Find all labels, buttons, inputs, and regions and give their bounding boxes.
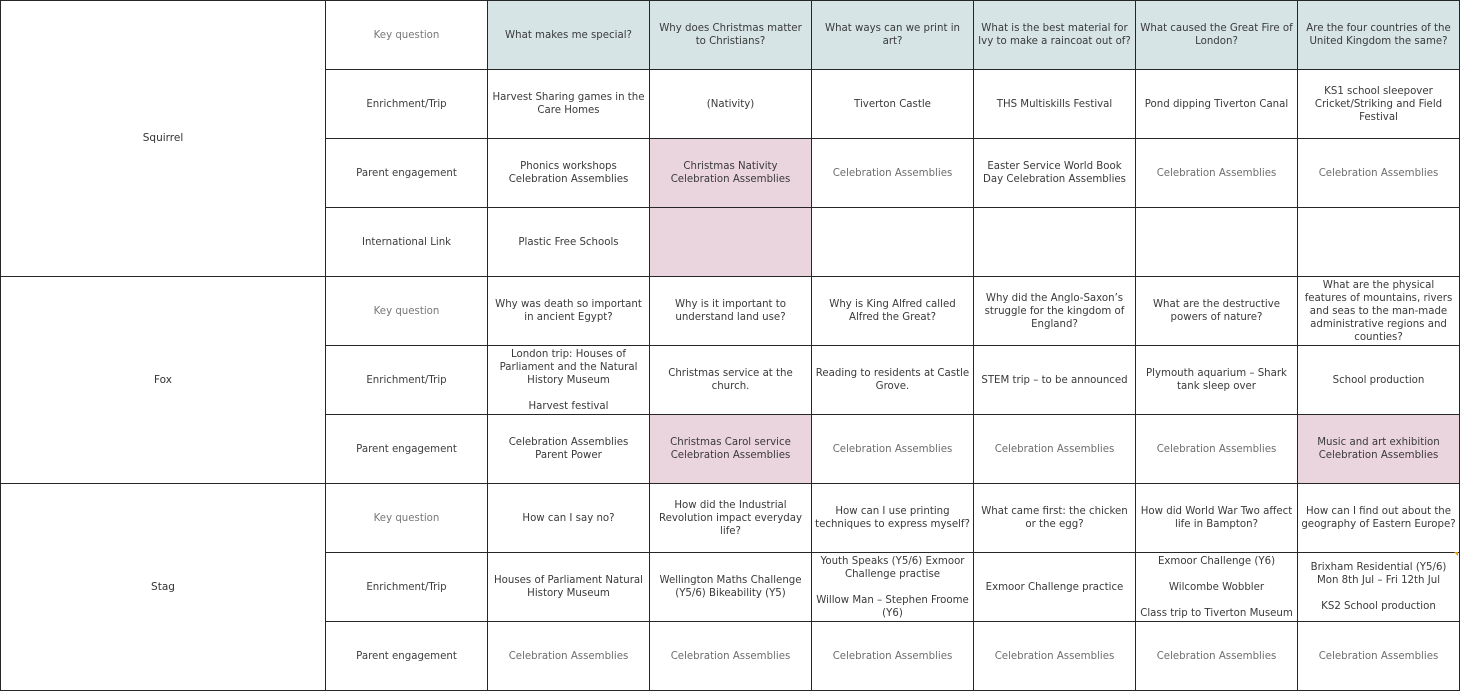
key-question-cell: What is the best material for Ivy to make a raincoat out of?	[974, 1, 1136, 70]
parent-engagement-cell: Celebration Assemblies	[974, 622, 1136, 691]
parent-engagement-cell: Celebration Assemblies	[1136, 622, 1298, 691]
international-link-cell	[974, 208, 1136, 277]
key-question-cell: Why did the Anglo-Saxon’s struggle for the kingdom of England?	[974, 277, 1136, 346]
parent-engagement-cell: Phonics workshops Celebration Assemblies	[488, 139, 650, 208]
row-label-key-question: Key question	[326, 484, 488, 553]
key-question-cell: Why is King Alfred called Alfred the Great?	[812, 277, 974, 346]
key-question-cell: How did World War Two affect life in Bampton?	[1136, 484, 1298, 553]
parent-engagement-cell: Celebration Assemblies	[1136, 415, 1298, 484]
key-question-cell: What are the destructive powers of nature?	[1136, 277, 1298, 346]
stag-key-question-row	[1, 484, 1460, 553]
enrichment-line: Class trip to Tiverton Museum	[1140, 607, 1293, 619]
parent-engagement-cell: Celebration Assemblies	[812, 139, 974, 208]
group-name-fox: Fox	[1, 277, 326, 484]
enrichment-line: Youth Speaks (Y5/6) Exmoor Challenge practise	[820, 555, 965, 580]
parent-engagement-cell: Celebration Assemblies	[974, 415, 1136, 484]
key-question-cell: How did the Industrial Revolution impact everyday life?	[650, 484, 812, 553]
row-label-key-question: Key question	[326, 1, 488, 70]
row-label-enrichment: Enrichment/Trip	[326, 346, 488, 415]
enrichment-cell: Tiverton Castle	[812, 70, 974, 139]
enrichment-line: Harvest festival	[528, 400, 609, 412]
enrichment-cell	[1298, 553, 1460, 622]
international-link-cell: Plastic Free Schools	[488, 208, 650, 277]
enrichment-cell: Harvest Sharing games in the Care Homes	[488, 70, 650, 139]
enrichment-line: Wilcombe Wobbler	[1168, 581, 1265, 593]
row-label-enrichment: Enrichment/Trip	[326, 70, 488, 139]
parent-engagement-cell: Celebration Assemblies	[1136, 139, 1298, 208]
row-label-parent-engagement: Parent engagement	[326, 139, 488, 208]
parent-engagement-cell: Celebration Assemblies	[650, 622, 812, 691]
enrichment-cell: Wellington Maths Challenge (Y5/6) Bikeability (Y5)	[650, 553, 812, 622]
key-question-cell: What came first: the chicken or the egg?	[974, 484, 1136, 553]
enrichment-cell: KS1 school sleepover Cricket/Striking and Field Festival	[1298, 70, 1460, 139]
enrichment-cell	[488, 346, 650, 415]
parent-engagement-cell: Music and art exhibition Celebration Assemblies	[1298, 415, 1460, 484]
enrichment-line: Exmoor Challenge (Y6)	[1157, 555, 1276, 567]
enrichment-line: Willow Man – Stephen Froome (Y6)	[816, 594, 969, 619]
enrichment-cell	[1136, 553, 1298, 622]
parent-engagement-cell: Christmas Nativity Celebration Assemblies	[650, 139, 812, 208]
enrichment-cell: Pond dipping Tiverton Canal	[1136, 70, 1298, 139]
key-question-cell: Why is it important to understand land use?	[650, 277, 812, 346]
key-question-cell: Why was death so important in ancient Egypt?	[488, 277, 650, 346]
key-question-cell: What ways can we print in art?	[812, 1, 974, 70]
enrichment-cell: School production	[1298, 346, 1460, 415]
enrichment-cell: (Nativity)	[650, 70, 812, 139]
enrichment-line: Brixham Residential (Y5/6) Mon 8th Jul – Fri 12th Jul	[1310, 562, 1447, 586]
key-question-cell: How can I use printing techniques to express myself?	[812, 484, 974, 553]
fox-key-question-row	[1, 277, 1460, 346]
parent-engagement-cell: Celebration Assemblies	[1298, 622, 1460, 691]
comment-marker-icon[interactable]	[1454, 552, 1458, 556]
group-name-stag: Stag	[1, 484, 326, 691]
enrichment-cell: Reading to residents at Castle Grove.	[812, 346, 974, 415]
parent-engagement-cell: Christmas Carol service Celebration Assemblies	[650, 415, 812, 484]
parent-engagement-cell: Celebration Assemblies Parent Power	[488, 415, 650, 484]
enrichment-cell: Christmas service at the church.	[650, 346, 812, 415]
row-label-key-question: Key question	[326, 277, 488, 346]
enrichment-cell: Exmoor Challenge practice	[974, 553, 1136, 622]
key-question-cell: Are the four countries of the United Kingdom the same?	[1298, 1, 1460, 70]
key-question-cell: What caused the Great Fire of London?	[1136, 1, 1298, 70]
enrichment-cell: Plymouth aquarium – Shark tank sleep over	[1136, 346, 1298, 415]
squirrel-key-question-row	[1, 1, 1460, 70]
key-question-cell: How can I find out about the geography of Eastern Europe?	[1298, 484, 1460, 553]
parent-engagement-cell: Easter Service World Book Day Celebration Assemblies	[974, 139, 1136, 208]
group-name-squirrel: Squirrel	[1, 1, 326, 277]
enrichment-line: KS2 School production	[1321, 601, 1436, 612]
enrichment-line: London trip: Houses of Parliament and the Natural History Museum	[499, 348, 638, 386]
key-question-cell: Why does Christmas matter to Christians?	[650, 1, 812, 70]
row-label-parent-engagement: Parent engagement	[326, 622, 488, 691]
international-link-cell	[812, 208, 974, 277]
row-label-enrichment: Enrichment/Trip	[326, 553, 488, 622]
enrichment-cell: Houses of Parliament Natural History Museum	[488, 553, 650, 622]
key-question-cell: What makes me special?	[488, 1, 650, 70]
enrichment-cell: THS Multiskills Festival	[974, 70, 1136, 139]
parent-engagement-cell: Celebration Assemblies	[488, 622, 650, 691]
international-link-cell	[1136, 208, 1298, 277]
enrichment-cell	[812, 553, 974, 622]
international-link-cell	[1298, 208, 1460, 277]
international-link-cell	[650, 208, 812, 277]
parent-engagement-cell: Celebration Assemblies	[812, 415, 974, 484]
row-label-international-link: International Link	[326, 208, 488, 277]
parent-engagement-cell: Celebration Assemblies	[812, 622, 974, 691]
row-label-parent-engagement: Parent engagement	[326, 415, 488, 484]
parent-engagement-cell: Celebration Assemblies	[1298, 139, 1460, 208]
key-question-cell: What are the physical features of mountains, rivers and seas to the man-made administrative regions and counties?	[1298, 277, 1460, 346]
enrichment-cell: STEM trip – to be announced	[974, 346, 1136, 415]
key-question-cell: How can I say no?	[488, 484, 650, 553]
